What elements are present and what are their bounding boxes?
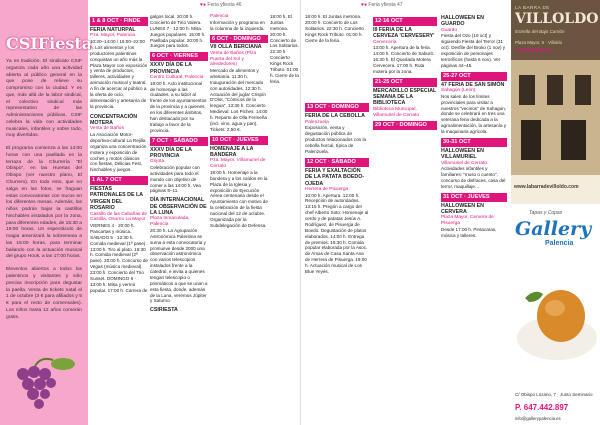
page-header-icon: ♥● xyxy=(200,2,206,8)
date-band: 1 AL 7 OCT xyxy=(90,176,148,185)
event-title: FERIA Y EXALTACIÓN DE LA PATATA BOEDO-OJEDA xyxy=(305,167,365,187)
page-number: 46 xyxy=(236,2,242,8)
event-block xyxy=(150,52,208,133)
event-body: VIERNES 4 · 20:00 h. Pancartas y música. SÁBADO 5 · 12:30 h. Comida medieval (1ª pase). 13:00 h. Tiro al plato. 16:30 h. Comida medieval (2ª pase). 20:00 h. Concurso de Vegas (música medieval). 23:00 h. Concierto del Trio Sunset. DOMINGO 6 · 13:00 h. Misa y vermú popular. 17:00 h. Carrera de xyxy=(90,223,148,293)
event-body: 13:00 h. Apertura de la feria. 14:00 h. Concierto de Saburit. 16:30 h. El Quedada Motera Cervecera. 17:00 h. Ruta motera por la zona. xyxy=(373,45,435,74)
event-title: HOMENAJE A LA BANDERA xyxy=(210,145,254,159)
intro-paragraph: Ya es tradición. El sindicato CSIF organiza cada año una actividad abierta al público general en la que pone de relieve su compromiso con la ciudad. Y es que, más allá de la labor sindical, el colectivo sindical más representativo de las Administraciones públicas, CSIF celebra la vida con actividades musicales, infantiles y sobre todo, muy divertidas. xyxy=(6,59,82,139)
gallery-ad xyxy=(511,204,600,425)
page-number: 47 xyxy=(397,2,403,8)
event-title: MERCADILLO ESPECIAL SEMANA DE LA BIBLIOTECA xyxy=(373,87,437,107)
date-band: 6 OCT · VIERNES xyxy=(150,52,208,61)
event-body: 18:00 h. El Juntas metrona. 20:00 h. Concierto de Los Solitarios. 22:30 h. Concierto Kings Rock Tributo. 01:00 h. Cierre de la feria. xyxy=(270,14,299,84)
event-body: 10:30–14:00 / 16:00–22:00 h. Los alimentos y los productores palentinos conquistan un año más la Plaza Mayor con exposición y venta de productos, talleres, actividades y animación musical y teatral. A fin de acercar al público a la oferta de ocio, alimentación y artesanía de la provincia. xyxy=(90,39,148,109)
event-title: HALLOWEEN EN CERVERA xyxy=(441,202,484,216)
event-title: III FERIA DE LA CERVEZA 'CERVESERY' xyxy=(373,26,435,40)
event-body: 18:00 h. Acto institucional de homenaje a las ciudades, a su labor al frente de los ayuntamientos de la provincia y a quienes, en los diferentes ámbitos, han destacado por su trabajo a favor de la provincia. xyxy=(150,80,207,133)
events-column-r1 xyxy=(305,14,369,424)
croquette-plate-image xyxy=(515,268,599,368)
gallery-top-label: Tapas y Copas xyxy=(529,210,563,216)
event-body: Información y programa en la columna de la izquierda. xyxy=(210,19,265,31)
event-block xyxy=(441,72,507,135)
event-title: DÍA INTERNACIONAL DE OBSERVACIÓN DE LA LUNA xyxy=(150,197,207,217)
date-band: 10 OCT · JUEVES xyxy=(210,136,268,145)
date-band: 25-27 OCT xyxy=(441,72,507,81)
date-band: 30-31 OCT xyxy=(441,138,507,147)
events-column-r3 xyxy=(441,14,507,424)
event-body: 10:00 h. Apertura. 12:00 h. Recepción de autoridades. 13:15 h. Pregón a cargo del chef Alberto Soto. Homenaje al cerdo y de patatas Jesús A. Rodríguez, de Pisuerga de Boedo. Degustación de platos elaborados. 14:00 h. Entrega de premios. 16:30 h. Comida popular elaborada por la Asoc. de Amas de Casa Santa Ana de Herrera de Pisuerga. 19:00 h. Actuación musical de Los Blue Yeyés. xyxy=(305,192,369,274)
event-place: Castillo de las Cabañas de Castilla, Osorno La Mayor xyxy=(90,211,148,223)
intro-paragraph: Eleventos abiertos a todos los palentinos y visitantes y sólo precisa inscripción para degustar la paella. Venta de tickets natal el 1 de octubre (3 € para afiliados y 5 € para el resto de comensales). Los niños hasta 12 años comerán gratis. xyxy=(6,267,82,320)
villoldo-phone: T. 979 61 07 8 xyxy=(515,48,550,54)
event-title: HALLOWEEN EN VILLAMURIEL xyxy=(441,147,484,161)
date-band: 13 OCT · DOMINGO xyxy=(305,103,369,112)
event-place: Plaza Inmaculada, Palencia xyxy=(150,216,190,228)
event-body: 20:30 h. La Agrupación Astronómica Palentina se suma a esta convocatoria y promueve desde 2000 una observación astronómica con varios telescopios instalados frente a la catedral, e invita a quienes tengan telescopio o prismáticos a que se unan a esta fiesta, donde, además de la Luna, veremos Júpiter y Saturno. xyxy=(150,227,208,304)
ads-column xyxy=(511,0,600,425)
villoldo-top-label: LA BARRA DE xyxy=(515,5,550,10)
event-block xyxy=(90,17,148,110)
villoldo-web: www.labarradevilloldo.com xyxy=(514,184,579,190)
events-column-r2 xyxy=(373,14,437,424)
right-page-header xyxy=(361,2,403,8)
gallery-name: Gallery xyxy=(515,218,592,240)
event-block xyxy=(210,136,268,229)
event-title: CSIRIESTA xyxy=(150,307,178,314)
event-place: Centro Cultural, Palencia xyxy=(150,74,204,80)
event-place: Plaza Mayor, Cervera de Pisuerga xyxy=(441,215,494,227)
event-block xyxy=(150,197,208,304)
event-block xyxy=(305,103,369,154)
events-column-2 xyxy=(90,14,148,424)
csifiesta-intro xyxy=(0,0,93,425)
event-body: Celebración popular con actividades para todo el mundo con objetivo de comer a las 14:00 h. Vea páginas 8–11. xyxy=(150,164,201,194)
event-title: HALLOWEEN EN GUARDO xyxy=(441,15,484,28)
page-header-icon: ♥● xyxy=(361,2,367,8)
event-place: Cervecería xyxy=(373,39,397,45)
date-band: 1 & 8 OCT · FINDE xyxy=(90,17,148,26)
event-body: Desde 17:00 h. Pintacaras, música y talleres. xyxy=(441,226,497,238)
event-block xyxy=(373,78,437,119)
page-header-label: Feria yfiesta xyxy=(207,2,235,8)
event-title: FIESTAS PATRONALES DE LA VIRGEN DEL ROSARIO xyxy=(90,186,143,212)
event-body: Nos salen de los límites provinciales para visitar a nuestros "vecinos" de Sahagún, donde se celebrará en tres una veterana feria dedicada a la agroalimentación, la artesanía y la maquinaria agrícola. xyxy=(441,93,507,135)
event-place: Guardo xyxy=(441,27,457,33)
event-title: VII OLLA BERCIANA xyxy=(210,44,262,51)
event-place: Pza. Mayor, Villamuriel de Cerrato xyxy=(210,158,266,170)
events-column-5 xyxy=(270,14,299,424)
event-place: Pza. Mayor, Palencia xyxy=(90,33,136,39)
events-column-4 xyxy=(210,14,268,424)
event-title: CONCENTRACIÓN MOTERA xyxy=(90,113,138,126)
event-body: galgos local. 20:00 h. Concierto de Tirio Valera. LUNES 7 · 12:00 h. Misa. Juegos populares. 15:00 h. Paellada popular. 20:00 h. Juegos para todos. xyxy=(150,14,206,49)
date-band: 29 OCT · DOMINGO xyxy=(373,121,437,130)
event-block xyxy=(150,137,208,195)
villoldo-ad xyxy=(511,0,600,200)
event-place: Villamuriel de Cerrato xyxy=(441,160,488,166)
date-band: 12 OCT · SÁBADO xyxy=(305,158,369,167)
villoldo-tagline: Estrella del Bajo Carrión xyxy=(515,29,565,34)
date-band: 6 OCT · DOMINGO xyxy=(210,35,268,44)
event-block xyxy=(305,158,369,275)
event-place: Biblioteca Municipal, Villamuriel de Cerrato xyxy=(373,106,420,118)
event-title: XXXV DÍA DE LA PROVINCIA xyxy=(150,146,192,159)
left-page-header xyxy=(200,2,242,8)
gallery-address: C/ Obispo Lozano, 7 · Junto Seminario xyxy=(515,392,593,397)
grapes-illustration xyxy=(3,352,83,422)
event-block xyxy=(441,138,507,190)
date-band: 12·16 OCT xyxy=(373,17,437,26)
villoldo-address: Plaza Mayor, 5 · Villoldo xyxy=(515,40,563,45)
intro-title: CSIFiesta xyxy=(6,34,93,53)
event-body: Mercado de alimentos y artesanía. 11:30 h. Inauguración del mercado con autoridades. 12:30 h. Actuación del juglar Crispín D'Olot, "Cómicos de la lengua". 13:30 h. Concierto Medieval: Los Piches. 14:00 h. Reparto de Olla Fermeña (incl. vino, agua y pan). Tickets: 2,50 €. xyxy=(210,68,268,132)
event-place: Palenzuela xyxy=(305,119,329,125)
event-block xyxy=(373,17,437,75)
date-band: 31 OCT · JUEVES xyxy=(441,193,507,202)
event-place: Venta de Baños (Plza Puerta del Sol y alrededores) xyxy=(210,50,257,68)
event-block xyxy=(210,35,268,133)
event-place: Herrera de Pisuerga xyxy=(305,186,349,192)
date-band: 21-25 OCT xyxy=(373,78,437,87)
event-place: Venta de Baños xyxy=(90,126,124,132)
event-body: La Asociación Motor-deportiva-cultural La Rejilla organiza una concentración motera y exposición de coches y motos clásicos con fiestas, Delicias Fest, hinchables y juegos. xyxy=(90,132,147,173)
event-block xyxy=(90,176,148,293)
event-body: Actividades infantiles y familiares: "muso o cuento", concurso de disfraces, casa del terror, maquillaje… xyxy=(441,166,506,189)
villoldo-name: VILLOLDO xyxy=(515,11,599,27)
event-title: 47 FERIA DE SAN SIMÓN xyxy=(441,81,505,88)
event-block xyxy=(441,193,507,239)
event-place: Palencia xyxy=(210,14,229,19)
gallery-phone: P. 647.442.897 xyxy=(515,403,569,412)
event-block xyxy=(441,15,507,69)
page-header-label: Feria yfiesta xyxy=(368,2,396,8)
events-column-3 xyxy=(150,14,208,424)
gallery-city: Palencia xyxy=(545,240,574,247)
event-body: 19:00 h. Homenaje a la bandera y a los caídos en la Plaza de la Iglesia y exposición de Ejecución Aérea centenaria desde el Ayuntamiento con motivo de la celebración de la fiesta nacional del 12 de octubre. Organizada por la Subdelegación de Defensa. xyxy=(210,169,268,228)
event-body: Fiesta del Ozo (19 oct) y siguiendo Fiesta del Terror (31 oct). Desfile del Broko (1 nov) y exposición de personajes terroríficos (hasta 6 nov). Ver páginas 44–45. xyxy=(441,33,506,68)
intro-paragraph: El programa comienza a las 14:00 horas con una paellada en la terraza de la Churrería "El Obispo", en las Huertas del Obispo (ver nuestro plano, El Churrero). En todo esto, que no salga en las fotos, se fraguan estas convocatorias con trucos en los diferentes mesas. Además, los niños podrán bajar la castillos hinchables instalados por la zona, para diferentes edades, de 15:30 a 19:00 horas. Un espectáculo de magia amenizará la sobremesa a las 16:00 horas, para terminar bailando con la actuación musical del grupo Hook, a las 17:00 horas. xyxy=(6,146,82,260)
event-title: FERIA NATURPAL xyxy=(90,26,136,33)
right-page xyxy=(300,0,600,425)
event-block xyxy=(90,114,148,174)
event-body: Exposición, venta y degustación pública de productos relacionados con la cebolla horcal, típica de Palenzuela. xyxy=(305,125,367,154)
event-title: FERIA DE LA CEBOLLA xyxy=(305,113,365,120)
event-body: 18:00 h. El Juntas metrona. 20:00 h. Concierto de Los Solitarios. 22:30 h. Concierto Kings Rock Tributo. 01:00 h. Cierre de la feria. xyxy=(305,14,364,43)
event-title: XXXV DÍA DE LA PROVINCIA xyxy=(150,62,192,75)
event-place: Sahagún (León) xyxy=(441,88,476,94)
gallery-email: info@gallerypalencia.es xyxy=(515,416,561,421)
event-place: Grijota xyxy=(150,159,165,165)
date-band: 7 OCT · SÁBADO xyxy=(150,137,208,146)
